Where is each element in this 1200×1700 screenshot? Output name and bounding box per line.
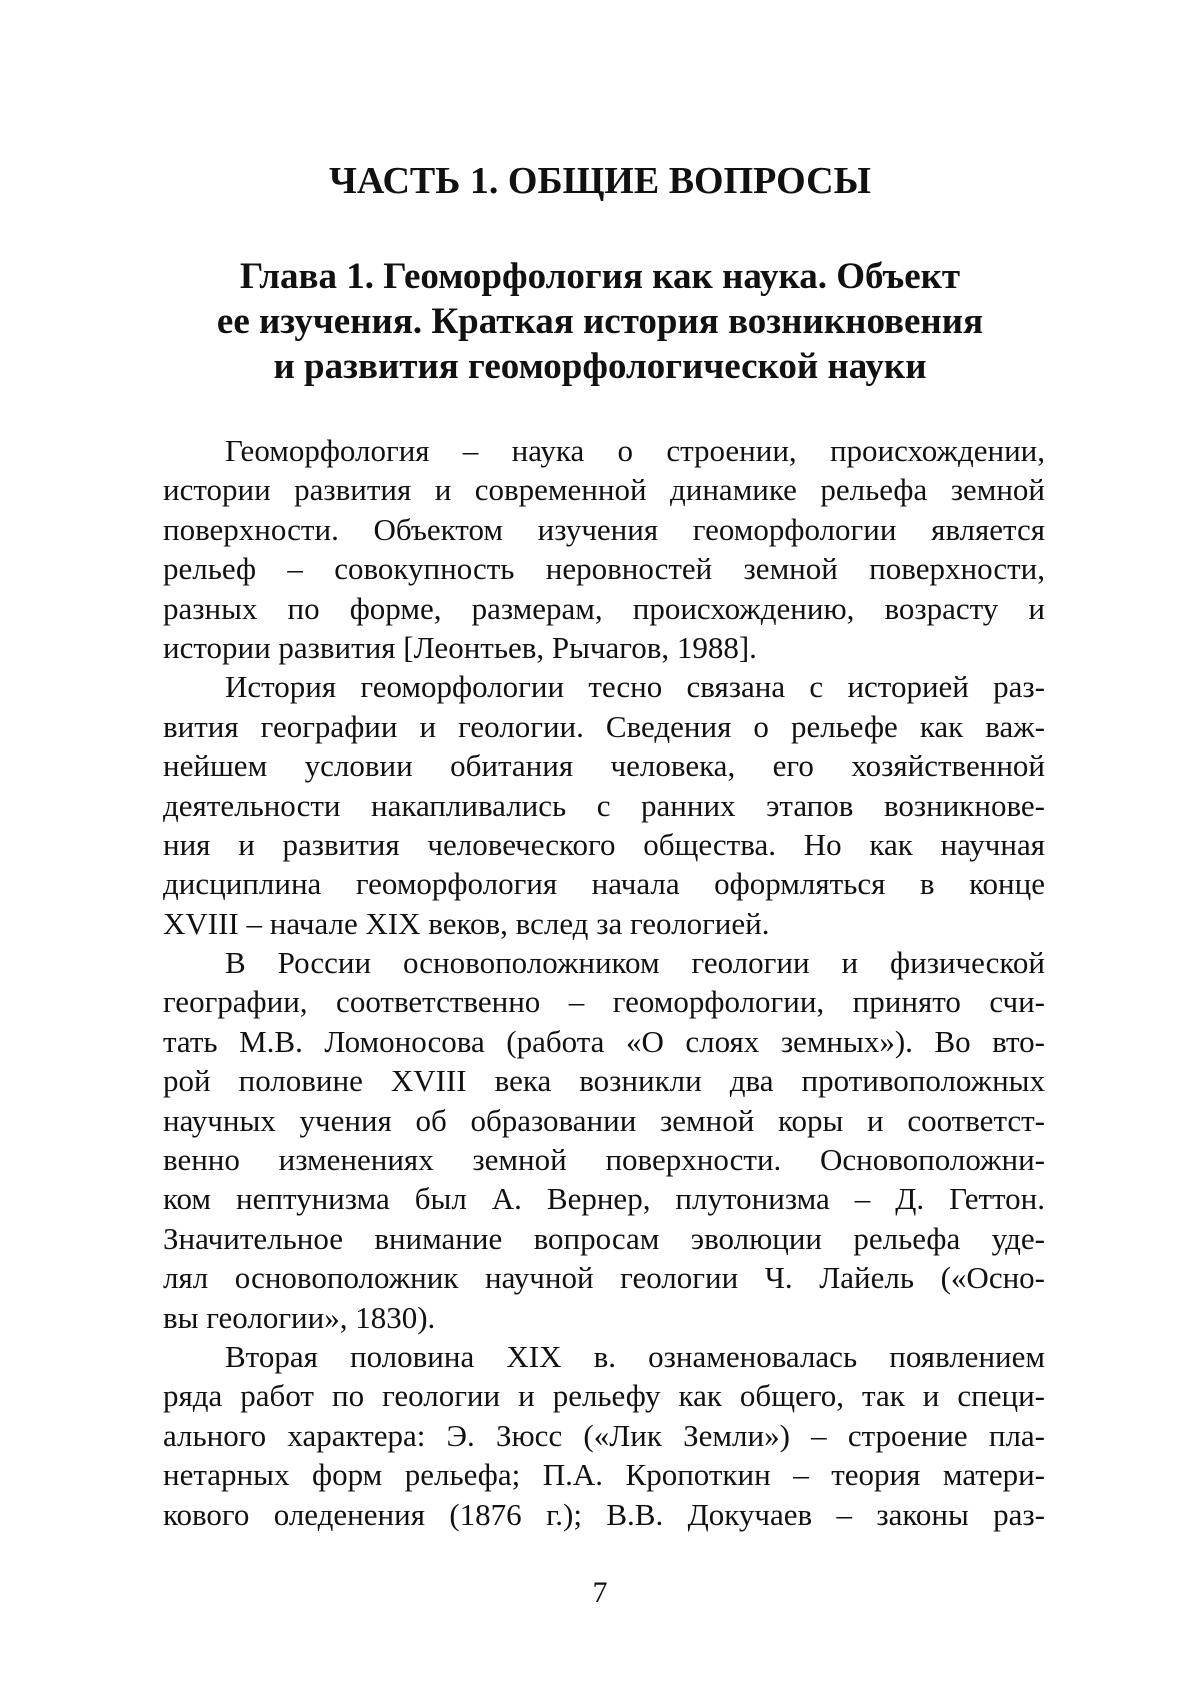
body-text <box>163 431 1045 1534</box>
text-line: тать М.В. Ломоносова (работа «О слоях земных»). Во вто- <box>163 1023 1045 1059</box>
text-line: вития географии и геологии. Сведения о рельефе как важ- <box>163 708 1045 744</box>
text-line: рельеф – совокупность неровностей земной поверхности, <box>163 551 1045 587</box>
text-line: истории развития и современной динамике рельефа земной <box>163 472 1045 508</box>
text-line: венно изменениях земной поверхности. Основоположни- <box>163 1142 1045 1178</box>
paragraph <box>163 431 1045 667</box>
text-line: ния и развития человеческого общества. Но как научная <box>163 826 1045 862</box>
text-line: истории развития [Леонтьев, Рычагов, 1988]. <box>163 629 757 665</box>
text-line: поверхности. Объектом изучения геоморфологии является <box>163 511 1045 547</box>
text-line: XVIII – начале XIX веков, вслед за геологией. <box>163 905 770 941</box>
chapter-title-line: Глава 1. Геоморфология как наука. Объект <box>239 256 961 297</box>
text-line: Вторая половина XIX в. ознаменовалась появлением <box>225 1338 1045 1374</box>
text-line: Геоморфология – наука о строении, происхождении, <box>225 433 1045 468</box>
chapter-title-line: ее изучения. Краткая история возникновения <box>216 301 984 342</box>
chapter-title <box>140 254 1060 389</box>
text-line: дисциплина геоморфология начала оформляться в конце <box>163 866 1045 902</box>
text-line: Значительное внимание вопросам эволюции рельефа уде- <box>163 1220 1045 1256</box>
text-line: нетарных форм рельефа; П.А. Кропоткин – теория матери- <box>163 1457 1045 1493</box>
chapter-title-line: и развития геоморфологической науки <box>273 346 927 387</box>
text-line: ального характера: Э. Зюсс («Лик Земли») – строение пла- <box>163 1417 1045 1453</box>
text-line: кового оледенения (1876 г.); В.В. Докучаев – законы раз- <box>163 1496 1045 1532</box>
text-line: лял основоположник научной геологии Ч. Лайель («Осно- <box>163 1260 1045 1296</box>
text-line: нейшем условии обитания человека, его хозяйственной <box>163 748 1045 784</box>
text-line: разных по форме, размерам, происхождению, возрасту и <box>163 590 1045 626</box>
text-line: В России основоположником геологии и физической <box>225 945 1045 981</box>
text-line: рой половине XVIII века возникли два противоположных <box>163 1063 1045 1099</box>
paragraph <box>163 943 1045 1337</box>
paragraph <box>163 1337 1045 1534</box>
text-line: ком нептунизма был А. Вернер, плутонизма – Д. Геттон. <box>163 1181 1045 1217</box>
text-line: деятельности накапливались с ранних этапов возникнове- <box>163 787 1045 823</box>
page-number: 7 <box>592 1576 608 1609</box>
part-title: ЧАСТЬ 1. ОБЩИЕ ВОПРОСЫ <box>329 160 871 202</box>
text-line: История геоморфологии тесно связана с историей раз- <box>225 669 1045 705</box>
text-line: географии, соответственно – геоморфологии, принято счи- <box>163 984 1045 1020</box>
paragraph <box>163 667 1045 943</box>
text-line: вы геологии», 1830). <box>163 1299 436 1335</box>
text-line: ряда работ по геологии и рельефу как общего, так и специ- <box>163 1378 1045 1414</box>
text-line: научных учения об образовании земной коры и соответст- <box>163 1102 1045 1138</box>
